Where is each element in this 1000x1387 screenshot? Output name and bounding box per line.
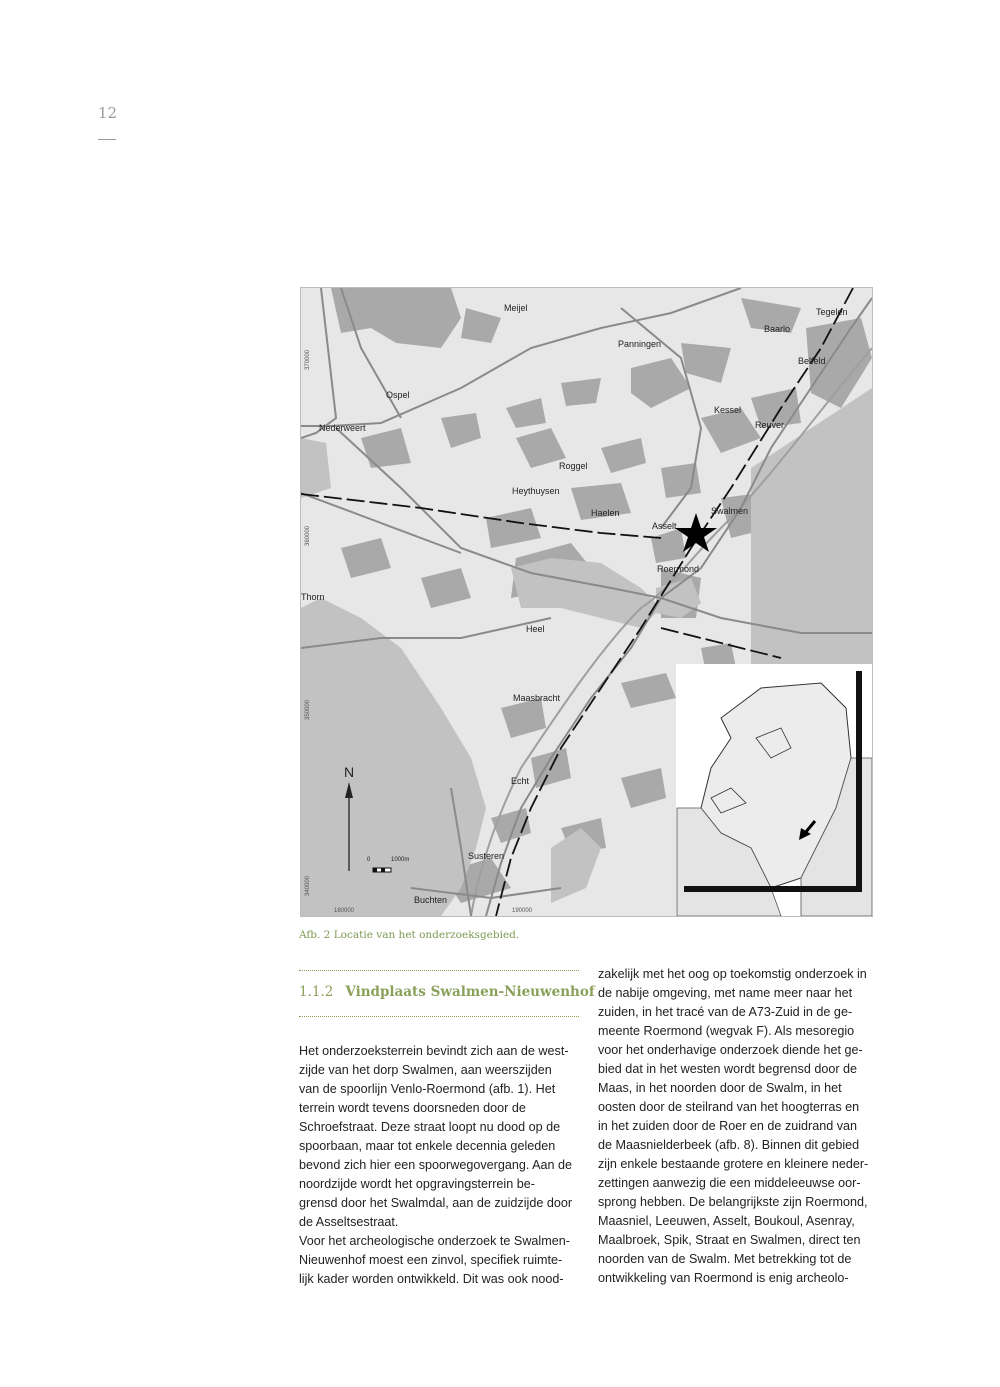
- section-heading: [299, 984, 595, 1000]
- place-label: Kessel: [714, 405, 742, 415]
- page-number: 12: [98, 104, 118, 122]
- page-number-rule: [98, 139, 116, 140]
- text-line: noordzijde wordt het opgravingsterrein be-: [299, 1177, 535, 1191]
- text-line: meente Roermond (wegvak F). Als mesoregio: [598, 1024, 855, 1038]
- text-line: Maalbroek, Spik, Straat en Swalmen, direct ten: [598, 1233, 861, 1247]
- text-line: terrein wordt tevens doorsneden door de: [299, 1101, 526, 1115]
- section-title: Vindplaats Swalmen-Nieuwenhof: [345, 984, 595, 1000]
- text-line: zijde van het dorp Swalmen, aan weerszijden: [299, 1063, 552, 1077]
- text-line: Het onderzoeksterrein bevindt zich aan de west-: [299, 1044, 569, 1058]
- text-line: de nabije omgeving, met name meer naar het: [598, 986, 853, 1000]
- body-text-left-column: [299, 1042, 584, 1289]
- place-label: Roermond: [657, 564, 700, 574]
- place-label: Echt: [511, 776, 530, 786]
- text-line: Maasniel, Leeuwen, Asselt, Boukoul, Asenray,: [598, 1214, 855, 1228]
- place-label: Reuver: [755, 420, 785, 430]
- place-label: Tegelen: [816, 307, 848, 317]
- place-label: Haelen: [591, 508, 620, 518]
- place-label: Buchten: [414, 895, 448, 905]
- text-line: Maas, in het noorden door de Swalm, in het: [598, 1081, 842, 1095]
- place-label: Belfeld: [798, 356, 826, 366]
- section-rule-top: [299, 970, 579, 971]
- place-label: Ospel: [386, 390, 410, 400]
- grid-x-label: 180000: [334, 908, 355, 914]
- text-line: van de spoorlijn Venlo-Roermond (afb. 1). Het: [299, 1082, 556, 1096]
- text-line: zuiden, in het tracé van de A73-Zuid in de ge-: [598, 1005, 853, 1019]
- place-label: Baarlo: [764, 324, 791, 334]
- text-line: de Maasnielderbeek (afb. 8). Binnen dit gebied: [598, 1138, 860, 1152]
- north-label: N: [344, 764, 355, 780]
- grid-y-label: 370000: [305, 349, 311, 370]
- text-line: spoorbaan, maar tot enkele decennia geleden: [299, 1139, 556, 1153]
- place-label: Thorn: [301, 592, 325, 602]
- place-label: Swalmen: [711, 506, 749, 516]
- place-label: Maasbracht: [513, 693, 561, 703]
- section-rule-bottom: [299, 1016, 579, 1017]
- grid-y-label: 360000: [305, 525, 311, 546]
- text-line: Nieuwenhof moest een zinvol, specifiek ruimte-: [299, 1253, 563, 1267]
- place-label: Panningen: [618, 339, 662, 349]
- text-line: oosten door de steilrand van het hoogterras en: [598, 1100, 860, 1114]
- scale-start-label: 0: [367, 857, 371, 863]
- place-label: Nederweert: [319, 423, 366, 433]
- place-label: Meijel: [504, 303, 528, 313]
- text-line: zakelijk met het oog op toekomstig onderzoek in: [598, 967, 867, 981]
- text-line: zettingen aanwezig die een middeleeuwse oor-: [598, 1176, 861, 1190]
- text-line: voor het onderhavige onderzoek diende het ge-: [598, 1043, 863, 1057]
- grid-y-label: 350000: [305, 699, 311, 720]
- text-line: Voor het archeologische onderzoek te Swalmen-: [299, 1234, 570, 1248]
- text-line: bied dat in het westen wordt begrensd door de: [598, 1062, 858, 1076]
- text-line: bevond zich hier een spoorwegovergang. Aan de: [299, 1158, 573, 1172]
- place-label: Asselt: [652, 521, 677, 531]
- grid-x-label: 190000: [512, 908, 533, 914]
- section-number: 1.1.2: [299, 984, 334, 1000]
- place-label: Heel: [526, 624, 545, 634]
- text-line: noorden van de Swalm. Met betrekking tot de: [598, 1252, 852, 1266]
- grid-y-label: 340000: [305, 875, 311, 896]
- text-line: sprong hebben. De belangrijkste zijn Roermond,: [598, 1195, 868, 1209]
- text-line: zijn enkele bestaande grotere en kleinere neder-: [598, 1157, 869, 1171]
- text-line: ontwikkeling van Roermond is enig archeolo-: [598, 1271, 849, 1285]
- text-line: in het zuiden door de Roer en de zuidrand van: [598, 1119, 858, 1133]
- text-line: Schroefstraat. Deze straat loopt nu dood op de: [299, 1120, 561, 1134]
- place-label: Susteren: [468, 851, 505, 861]
- body-text-right-column: [598, 965, 883, 1288]
- place-label: Heythuysen: [512, 486, 560, 496]
- scale-end-label: 1000m: [391, 857, 410, 863]
- text-line: de Asseltsestraat.: [299, 1215, 399, 1229]
- inset-map: [677, 665, 872, 916]
- location-map: [300, 287, 873, 917]
- figure-caption: Afb. 2 Locatie van het onderzoeksgebied.: [299, 929, 520, 941]
- map-svg: [301, 288, 872, 916]
- text-line: lijk kader worden ontwikkeld. Dit was ook nood-: [299, 1272, 564, 1286]
- place-label: Roggel: [559, 461, 588, 471]
- text-line: grensd door het Swalmdal, aan de zuidzijde door: [299, 1196, 573, 1210]
